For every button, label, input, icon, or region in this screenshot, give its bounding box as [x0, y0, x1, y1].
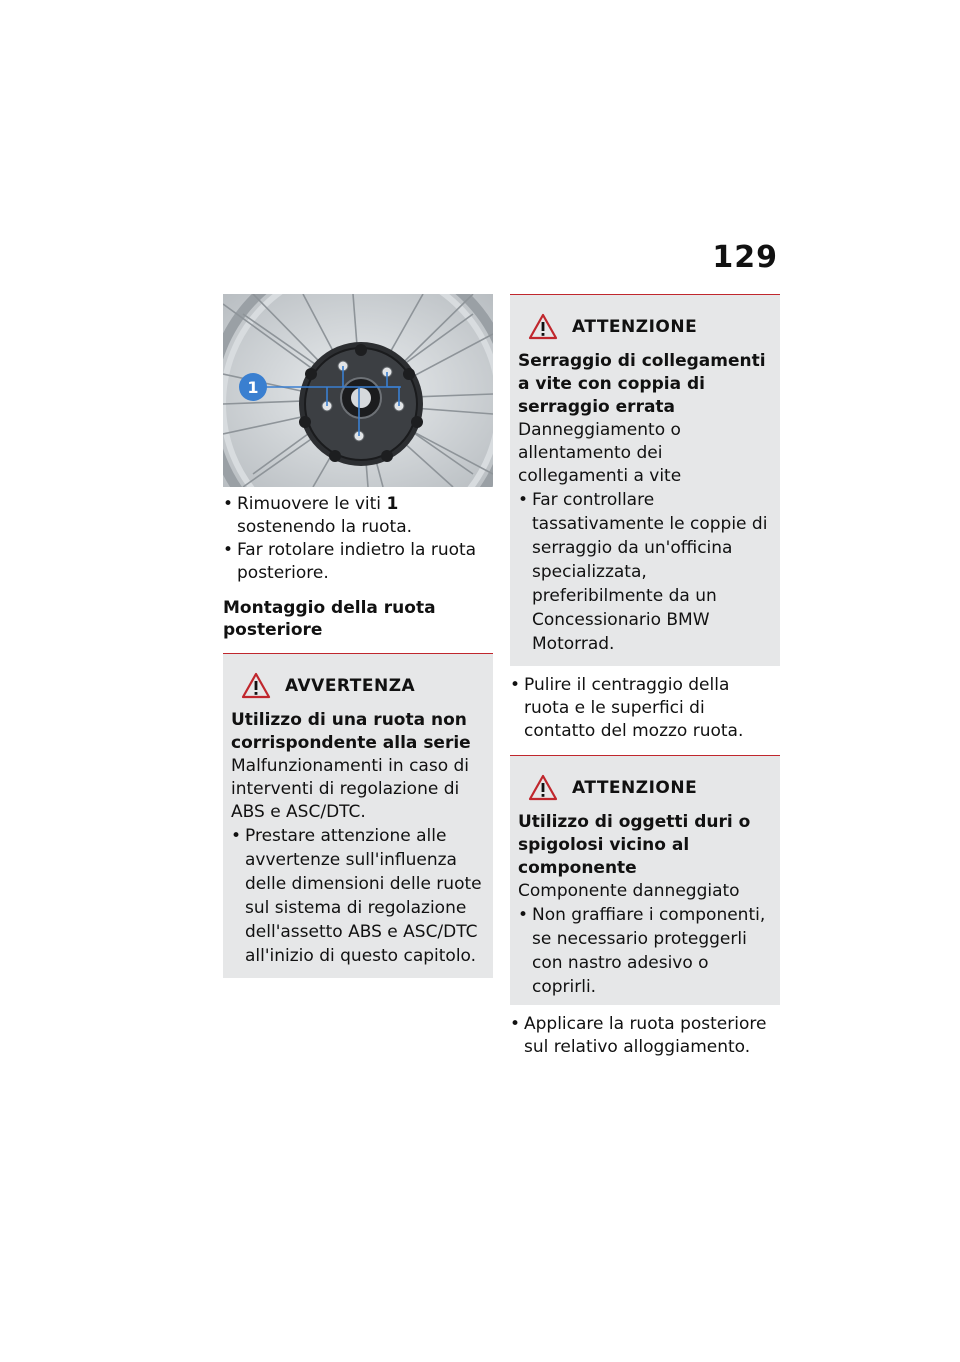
left-column: [223, 294, 493, 978]
attention-box-torque: [510, 294, 780, 666]
warning-triangle-icon: [241, 672, 271, 699]
attention-box-scratch: [510, 755, 780, 1005]
attention-title: ATTENZIONE: [572, 777, 698, 798]
attention-actions: [518, 488, 772, 656]
attention-consequence: Danneggiamento o allentamento dei collegamenti a vite: [518, 420, 682, 486]
callout-label: 1: [247, 378, 259, 397]
warning-actions: [231, 824, 485, 968]
warning-box: [223, 653, 493, 978]
attention-action: • Non graffiare i componenti, se necessario proteggerli con nastro adesivo o coprirli.: [518, 903, 772, 999]
attention-action: • Far controllare tassativamente le coppie di serraggio da un'officina specializzata, preferibilmente da un Concessionario BMW Motorrad.: [518, 488, 772, 656]
warning-subject: Utilizzo di una ruota non corrispondente alla serie: [231, 710, 471, 753]
step-apply-wheel: • Applicare la ruota posteriore sul relativo alloggiamento.: [510, 1013, 780, 1059]
step-roll-back: • Far rotolare indietro la ruota posteriore.: [223, 539, 493, 585]
section-heading: Montaggio della ruota posteriore: [223, 598, 436, 640]
warning-triangle-icon: [528, 313, 558, 340]
warning-title: AVVERTENZA: [285, 675, 416, 696]
mounting-step: [510, 1013, 780, 1059]
screw-reference: 1: [386, 494, 399, 514]
page-number: 129: [712, 240, 778, 275]
right-column: [510, 294, 780, 1059]
attention-title: ATTENZIONE: [572, 316, 698, 337]
attention-subject: Serraggio di collegamenti a vite con coppia di serraggio errata: [518, 351, 766, 417]
wheel-hub-figure: [223, 294, 493, 487]
cleaning-step: [510, 674, 780, 743]
removal-steps: [223, 493, 493, 585]
step-remove-screws: [223, 493, 493, 539]
warning-consequence: Malfunzionamenti in caso di interventi di regolazione di ABS e ASC/DTC.: [231, 756, 470, 822]
warning-triangle-icon: [528, 774, 558, 801]
step-remove-screws-rest: sostenendo la ruota.: [237, 517, 413, 537]
attention-actions: [518, 903, 772, 999]
wheel-hub-illustration: [223, 294, 493, 487]
step-clean: • Pulire il centraggio della ruota e le superfici di contatto del mozzo ruota.: [510, 674, 780, 743]
attention-consequence: Componente danneggiato: [518, 881, 740, 901]
step-remove-screws-text: Rimuovere le viti: [237, 494, 387, 514]
attention-subject: Utilizzo di oggetti duri o spigolosi vicino al componente: [518, 812, 751, 878]
warning-action: • Prestare attenzione alle avvertenze sull'influenza delle dimensioni delle ruote sul sistema di regolazione dell'assetto ABS e ASC/DTC all'inizio di questo capitolo.: [231, 824, 485, 968]
